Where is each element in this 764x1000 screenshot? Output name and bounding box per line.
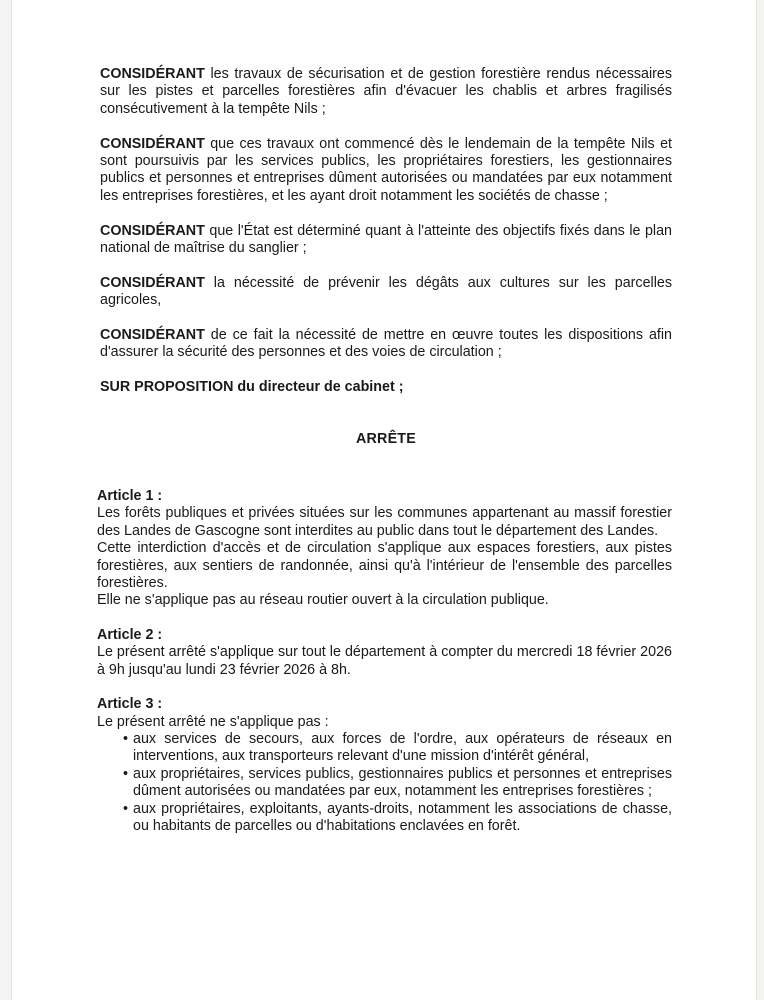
exemption-list	[97, 731, 672, 835]
decree-title: ARRÊTE	[356, 430, 416, 447]
article-3	[97, 696, 672, 835]
considerant-text: que l'État est déterminé quant à l'atteinte des objectifs fixés dans le plan national de maîtrise du sanglier ;	[100, 222, 672, 257]
considerant-lead: CONSIDÉRANT	[100, 274, 205, 291]
considerant-lead: CONSIDÉRANT	[100, 327, 205, 344]
considerant-2	[100, 136, 672, 206]
list-item	[123, 731, 672, 766]
article-paragraph: Les forêts publiques et privées situées sur les communes appartenant au massif forestier des Landes de Gascogne sont interdites au public dans tout le département des Landes.	[97, 505, 672, 539]
considerant-4	[100, 275, 672, 310]
document-body	[97, 66, 672, 852]
list-item	[123, 801, 672, 836]
considerant-1	[100, 66, 672, 118]
article-heading: Article 1 :	[97, 488, 163, 505]
bullet-icon: •	[123, 765, 129, 782]
article-heading: Article 2 :	[97, 626, 163, 643]
article-paragraph: Le présent arrêté s'applique sur tout le département à compter du mercredi 18 février 2026 à 9h jusqu'au lundi 23 février 2026 à 8h.	[97, 644, 672, 678]
considerant-text: les travaux de sécurisation et de gestion forestière rendus nécessaires sur les pistes et parcelles forestières afin d'évacuer les chablis et arbres fragilisés consécutivement à la tempête Nils ;	[100, 66, 672, 117]
article-1	[97, 488, 672, 610]
considerant-lead: CONSIDÉRANT	[100, 135, 205, 152]
article-paragraph: Le présent arrêté ne s'applique pas :	[97, 713, 329, 730]
bullet-icon: •	[123, 730, 129, 747]
list-item-text: aux services de secours, aux forces de l'ordre, aux opérateurs de réseaux en interventions, aux transporteurs relevant d'une mission d'intérêt général,	[133, 730, 672, 765]
considerant-3	[100, 223, 672, 258]
considerant-text: la nécessité de prévenir les dégâts aux cultures sur les parcelles agricoles,	[100, 274, 672, 309]
article-heading: Article 3 :	[97, 696, 163, 713]
article-2	[97, 627, 672, 679]
considerant-text: que ces travaux ont commencé dès le lendemain de la tempête Nils et sont poursuivis par les services publics, les propriétaires forestiers, les gestionnaires publics et personnes et entreprises dûment autorisées ou mandatées par eux notamment les entreprises forestières, et les ayant droit notamment les sociétés de chasse ;	[100, 135, 672, 204]
article-paragraph: Cette interdiction d'accès et de circulation s'applique aux espaces forestiers, aux pistes forestières, aux sentiers de randonnée, ainsi qu'à l'intérieur de l'ensemble des parcelles forestières.	[97, 540, 672, 592]
list-item	[123, 766, 672, 801]
considerant-text: de ce fait la nécessité de mettre en œuvre toutes les dispositions afin d'assurer la sécurité des personnes et des voies de circulation ;	[100, 327, 672, 361]
considerant-5	[100, 327, 672, 362]
article-paragraph: Elle ne s'applique pas au réseau routier ouvert à la circulation publique.	[97, 592, 549, 609]
considerant-lead: CONSIDÉRANT	[100, 66, 205, 82]
list-item-text: aux propriétaires, services publics, gestionnaires publics et personnes et entreprises dûment autorisées ou mandatées par eux, notamment les entreprises forestières ;	[133, 765, 672, 800]
list-item-text: aux propriétaires, exploitants, ayants-droits, notamment les associations de chasse, ou habitants de parcelles ou d'habitations enclavées en forêt.	[133, 800, 672, 834]
bullet-icon: •	[123, 800, 129, 817]
proposition-line: SUR PROPOSITION du directeur de cabinet ;	[100, 379, 404, 396]
considerant-lead: CONSIDÉRANT	[100, 222, 205, 239]
document-page	[11, 0, 757, 1000]
